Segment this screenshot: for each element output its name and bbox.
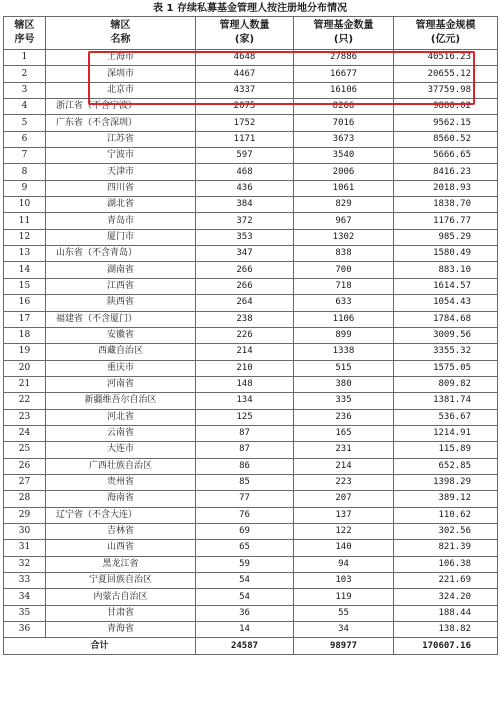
row-funds: 207: [294, 491, 394, 507]
row-index: 36: [4, 622, 46, 638]
row-name: 浙江省（不含宁波）: [46, 99, 196, 115]
row-index: 18: [4, 327, 46, 343]
row-index: 9: [4, 180, 46, 196]
row-funds: 27886: [294, 50, 394, 66]
row-name: 大连市: [46, 442, 196, 458]
row-name: 海南省: [46, 491, 196, 507]
table-row: [4, 295, 498, 311]
row-index: 22: [4, 393, 46, 409]
total-label: 合计: [4, 638, 196, 655]
row-managers: 210: [196, 360, 294, 376]
row-managers: 353: [196, 229, 294, 245]
table-row: [4, 507, 498, 523]
row-managers: 266: [196, 262, 294, 278]
row-name: 四川省: [46, 180, 196, 196]
row-scale: 536.67: [394, 409, 498, 425]
row-funds: 55: [294, 605, 394, 621]
row-funds: 231: [294, 442, 394, 458]
row-index: 8: [4, 164, 46, 180]
header-managers-text: 管理人数量 (家): [219, 20, 270, 45]
row-index: 34: [4, 589, 46, 605]
table-row: [4, 262, 498, 278]
row-scale: 2018.93: [394, 180, 498, 196]
table-row: [4, 229, 498, 245]
row-funds: 3673: [294, 131, 394, 147]
row-managers: 1752: [196, 115, 294, 131]
row-index: 12: [4, 229, 46, 245]
table-row: [4, 409, 498, 425]
row-funds: 223: [294, 474, 394, 490]
table-row: [4, 556, 498, 572]
row-funds: 1061: [294, 180, 394, 196]
row-index: 21: [4, 376, 46, 392]
table-row: [4, 213, 498, 229]
distribution-table: [3, 16, 498, 655]
row-managers: 87: [196, 425, 294, 441]
row-scale: 302.56: [394, 523, 498, 539]
header-name: [46, 17, 196, 50]
row-index: 2: [4, 66, 46, 82]
header-funds: [294, 17, 394, 50]
row-scale: 1580.49: [394, 246, 498, 262]
row-index: 3: [4, 82, 46, 98]
row-scale: 1054.43: [394, 295, 498, 311]
table-row: [4, 180, 498, 196]
row-index: 1: [4, 50, 46, 66]
row-scale: 8560.52: [394, 131, 498, 147]
row-name: 上海市: [46, 50, 196, 66]
header-funds-text: 管理基金数量 (只): [313, 20, 374, 45]
table-row: [4, 99, 498, 115]
row-name: 西藏自治区: [46, 344, 196, 360]
row-index: 26: [4, 458, 46, 474]
row-funds: 838: [294, 246, 394, 262]
row-managers: 4467: [196, 66, 294, 82]
row-scale: 115.89: [394, 442, 498, 458]
row-funds: 103: [294, 573, 394, 589]
row-managers: 468: [196, 164, 294, 180]
header-managers: [196, 17, 294, 50]
row-name: 甘肃省: [46, 605, 196, 621]
row-managers: 14: [196, 622, 294, 638]
row-scale: 110.62: [394, 507, 498, 523]
row-funds: 236: [294, 409, 394, 425]
row-index: 14: [4, 262, 46, 278]
row-scale: 1398.29: [394, 474, 498, 490]
row-scale: 221.69: [394, 573, 498, 589]
row-managers: 214: [196, 344, 294, 360]
row-index: 33: [4, 573, 46, 589]
table-row: [4, 589, 498, 605]
row-managers: 76: [196, 507, 294, 523]
row-managers: 266: [196, 278, 294, 294]
row-index: 19: [4, 344, 46, 360]
table-row: [4, 82, 498, 98]
row-scale: 389.12: [394, 491, 498, 507]
row-scale: 20655.12: [394, 66, 498, 82]
row-name: 陕西省: [46, 295, 196, 311]
table-row: [4, 197, 498, 213]
row-name: 湖北省: [46, 197, 196, 213]
row-name: 贵州省: [46, 474, 196, 490]
row-funds: 94: [294, 556, 394, 572]
row-managers: 597: [196, 148, 294, 164]
row-scale: 138.82: [394, 622, 498, 638]
row-name: 黑龙江省: [46, 556, 196, 572]
row-managers: 347: [196, 246, 294, 262]
table-row: [4, 491, 498, 507]
row-index: 35: [4, 605, 46, 621]
row-managers: 148: [196, 376, 294, 392]
row-index: 5: [4, 115, 46, 131]
row-scale: 652.85: [394, 458, 498, 474]
row-index: 28: [4, 491, 46, 507]
row-name: 吉林省: [46, 523, 196, 539]
row-managers: 125: [196, 409, 294, 425]
row-managers: 54: [196, 573, 294, 589]
row-scale: 37759.98: [394, 82, 498, 98]
table-row: [4, 360, 498, 376]
table-row: [4, 66, 498, 82]
row-funds: 1338: [294, 344, 394, 360]
row-name: 北京市: [46, 82, 196, 98]
row-managers: 54: [196, 589, 294, 605]
total-funds: 98977: [294, 638, 394, 655]
total-row: [4, 638, 498, 655]
row-funds: 515: [294, 360, 394, 376]
table-row: [4, 246, 498, 262]
header-scale-text: 管理基金规模 (亿元): [415, 20, 476, 45]
row-funds: 380: [294, 376, 394, 392]
row-scale: 3009.56: [394, 327, 498, 343]
row-scale: 821.39: [394, 540, 498, 556]
row-managers: 372: [196, 213, 294, 229]
row-funds: 214: [294, 458, 394, 474]
table-row: [4, 344, 498, 360]
row-funds: 165: [294, 425, 394, 441]
row-managers: 59: [196, 556, 294, 572]
table-row: [4, 327, 498, 343]
row-funds: 633: [294, 295, 394, 311]
row-funds: 829: [294, 197, 394, 213]
row-index: 16: [4, 295, 46, 311]
row-name: 新疆维吾尔自治区: [46, 393, 196, 409]
row-funds: 3540: [294, 148, 394, 164]
row-scale: 324.20: [394, 589, 498, 605]
table-row: [4, 458, 498, 474]
table-row: [4, 50, 498, 66]
row-funds: 16677: [294, 66, 394, 82]
table-body: [4, 50, 498, 638]
row-managers: 86: [196, 458, 294, 474]
header-row: [4, 17, 498, 50]
row-managers: 134: [196, 393, 294, 409]
row-managers: 69: [196, 523, 294, 539]
row-funds: 2006: [294, 164, 394, 180]
row-scale: 1176.77: [394, 213, 498, 229]
row-index: 6: [4, 131, 46, 147]
row-scale: 883.10: [394, 262, 498, 278]
row-managers: 36: [196, 605, 294, 621]
row-name: 福建省（不含厦门）: [46, 311, 196, 327]
row-managers: 238: [196, 311, 294, 327]
row-name: 重庆市: [46, 360, 196, 376]
row-scale: 1784.68: [394, 311, 498, 327]
row-funds: 967: [294, 213, 394, 229]
table-row: [4, 622, 498, 638]
table-row: [4, 131, 498, 147]
row-name: 湖南省: [46, 262, 196, 278]
row-index: 25: [4, 442, 46, 458]
row-managers: 1171: [196, 131, 294, 147]
row-index: 24: [4, 425, 46, 441]
row-scale: 1838.70: [394, 197, 498, 213]
row-index: 11: [4, 213, 46, 229]
header-name-text: 辖区 名称: [110, 20, 131, 45]
row-managers: 85: [196, 474, 294, 490]
row-funds: 119: [294, 589, 394, 605]
row-index: 27: [4, 474, 46, 490]
row-name: 广东省（不含深圳）: [46, 115, 196, 131]
row-name: 广西壮族自治区: [46, 458, 196, 474]
table-title: 表 1 存续私募基金管理人按注册地分布情况: [153, 3, 347, 14]
row-funds: 140: [294, 540, 394, 556]
row-managers: 4337: [196, 82, 294, 98]
row-index: 10: [4, 197, 46, 213]
row-scale: 1575.05: [394, 360, 498, 376]
table-row: [4, 523, 498, 539]
table-row: [4, 474, 498, 490]
row-scale: 1614.57: [394, 278, 498, 294]
row-name: 宁夏回族自治区: [46, 573, 196, 589]
row-funds: 899: [294, 327, 394, 343]
row-funds: 7016: [294, 115, 394, 131]
row-scale: 106.38: [394, 556, 498, 572]
row-scale: 9562.15: [394, 115, 498, 131]
header-index-text: 辖区 序号: [14, 20, 35, 45]
row-scale: 1381.74: [394, 393, 498, 409]
row-funds: 1302: [294, 229, 394, 245]
table-row: [4, 425, 498, 441]
row-index: 13: [4, 246, 46, 262]
row-scale: 9880.02: [394, 99, 498, 115]
table-row: [4, 442, 498, 458]
row-name: 江苏省: [46, 131, 196, 147]
row-scale: 8416.23: [394, 164, 498, 180]
table-row: [4, 393, 498, 409]
row-index: 4: [4, 99, 46, 115]
row-index: 30: [4, 523, 46, 539]
table-row: [4, 115, 498, 131]
row-name: 山东省（不含青岛）: [46, 246, 196, 262]
row-name: 青海省: [46, 622, 196, 638]
row-managers: 2075: [196, 99, 294, 115]
row-managers: 384: [196, 197, 294, 213]
row-scale: 985.29: [394, 229, 498, 245]
row-scale: 809.82: [394, 376, 498, 392]
header-scale: [394, 17, 498, 50]
row-index: 31: [4, 540, 46, 556]
row-index: 29: [4, 507, 46, 523]
row-name: 内蒙古自治区: [46, 589, 196, 605]
table-row: [4, 376, 498, 392]
row-funds: 16106: [294, 82, 394, 98]
row-funds: 137: [294, 507, 394, 523]
row-index: 20: [4, 360, 46, 376]
row-index: 23: [4, 409, 46, 425]
row-funds: 700: [294, 262, 394, 278]
total-scale: 170607.16: [394, 638, 498, 655]
row-name: 深圳市: [46, 66, 196, 82]
row-funds: 34: [294, 622, 394, 638]
row-managers: 264: [196, 295, 294, 311]
row-scale: 188.44: [394, 605, 498, 621]
row-managers: 87: [196, 442, 294, 458]
row-managers: 4648: [196, 50, 294, 66]
row-index: 15: [4, 278, 46, 294]
row-funds: 718: [294, 278, 394, 294]
row-index: 32: [4, 556, 46, 572]
table-row: [4, 164, 498, 180]
row-index: 7: [4, 148, 46, 164]
row-name: 山西省: [46, 540, 196, 556]
row-funds: 1106: [294, 311, 394, 327]
row-scale: 1214.91: [394, 425, 498, 441]
row-funds: 122: [294, 523, 394, 539]
row-name: 宁波市: [46, 148, 196, 164]
table-row: [4, 573, 498, 589]
row-name: 青岛市: [46, 213, 196, 229]
row-managers: 77: [196, 491, 294, 507]
row-name: 江西省: [46, 278, 196, 294]
row-scale: 40516.23: [394, 50, 498, 66]
row-index: 17: [4, 311, 46, 327]
total-managers: 24587: [196, 638, 294, 655]
row-name: 安徽省: [46, 327, 196, 343]
table-row: [4, 148, 498, 164]
row-scale: 3355.32: [394, 344, 498, 360]
row-name: 厦门市: [46, 229, 196, 245]
table-row: [4, 278, 498, 294]
row-name: 天津市: [46, 164, 196, 180]
row-managers: 65: [196, 540, 294, 556]
table-row: [4, 540, 498, 556]
table-row: [4, 311, 498, 327]
row-name: 河南省: [46, 376, 196, 392]
row-funds: 8266: [294, 99, 394, 115]
row-managers: 226: [196, 327, 294, 343]
row-funds: 335: [294, 393, 394, 409]
header-index: [4, 17, 46, 50]
row-name: 云南省: [46, 425, 196, 441]
row-name: 河北省: [46, 409, 196, 425]
row-scale: 5666.65: [394, 148, 498, 164]
table-row: [4, 605, 498, 621]
row-name: 辽宁省（不含大连）: [46, 507, 196, 523]
row-managers: 436: [196, 180, 294, 196]
